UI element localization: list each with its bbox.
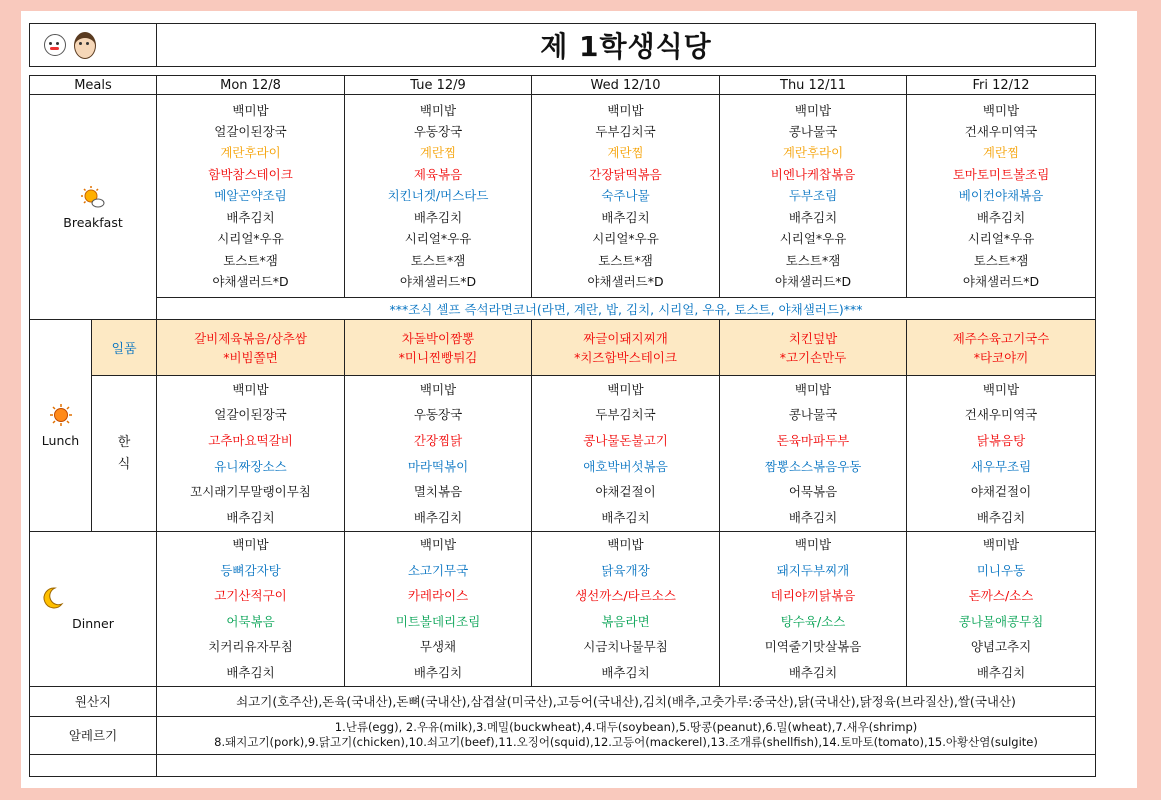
dinner-item: 콩나물애콩무침 [958,613,1044,629]
breakfast-item: 시리얼*우유 [779,231,847,247]
page-title: 제 1학생식당 [157,24,1096,67]
dinner-item: 등뼈감자탕 [220,562,281,578]
allergy-label: 알레르기 [30,716,157,754]
dinner-item: 양념고추지 [970,639,1032,655]
breakfast-item: 토마토미트볼조림 [952,166,1050,182]
ilpum-tue [345,320,532,376]
dinner-item: 치커리유자무침 [208,639,293,655]
hansik-item: 배추김치 [413,509,463,525]
hansik-item: 멸치볶음 [413,484,463,500]
footer-blank-label [30,754,157,776]
allergy-line-2: 8.돼지고기(pork),9.닭고기(chicken),10.쇠고기(beef),11.오징어(squid),12.고등어(mackerel),13.조개류(shellfish),14.토마토(tomato),15.아황산염(sulgite) [214,735,1038,750]
breakfast-item: 두부김치국 [595,124,656,140]
dinner-item: 백미밥 [607,537,644,552]
dinner-wed [532,532,720,687]
breakfast-item: 백미밥 [419,102,457,118]
dinner-item: 미니우동 [976,562,1026,578]
breakfast-note: ***조식 셀프 즉석라면코너(라면, 계란, 밥, 김치, 시리얼, 우유, 토스트, 야채샐러드)*** [157,298,1096,320]
hansik-thu [720,376,907,532]
breakfast-item: 콩나물국 [788,124,838,140]
breakfast-item: 계란후라이 [220,145,281,161]
breakfast-item: 토스트*잼 [598,252,653,268]
dinner-item: 생선까스/타르소스 [575,588,676,604]
breakfast-item: 계란찜 [982,145,1020,161]
dinner-item: 미역줄기맛살볶음 [764,639,862,655]
moon-icon [42,586,64,610]
breakfast-item: 토스트*잼 [785,252,841,268]
dinner-item: 백미밥 [419,537,457,552]
breakfast-item: 백미밥 [794,102,832,118]
header-icons [30,24,157,67]
hansik-item: 애호박버섯볶음 [583,458,668,474]
breakfast-item: 야채샐러드*D [399,273,477,289]
breakfast-item: 배추김치 [788,209,838,225]
dinner-item: 백미밥 [232,537,269,552]
breakfast-item: 배추김치 [976,209,1026,225]
dinner-item: 돈까스/소스 [968,588,1034,604]
sun-icon [49,403,73,427]
hansik-item: 배추김치 [976,509,1026,525]
hansik-item: 고추마요떡갈비 [208,432,293,448]
origin-text: 쇠고기(호주산),돈육(국내산),돈뼈(국내산),삼겹살(미국산),고등어(국내산),김치(배추,고춧가루:중국산),닭(국내산),닭정육(브라질산),쌀(국내산) [157,686,1096,716]
hansik-item: 배추김치 [226,509,275,525]
breakfast-item: 배추김치 [413,209,463,225]
dinner-item: 돼지두부찌개 [776,562,850,578]
origin-label: 원산지 [30,686,157,716]
ilpum-label: 일품 [92,320,157,376]
breakfast-item: 건새우미역국 [964,124,1038,140]
breakfast-tue [345,95,532,298]
hansik-item: 꼬시래기무말랭이무침 [190,484,311,500]
breakfast-item: 베이컨야채볶음 [958,188,1044,204]
breakfast-item: 야채샐러드*D [587,273,664,289]
dinner-item: 배추김치 [413,664,463,680]
hansik-item: 건새우미역국 [964,407,1038,423]
ilpum-mon [157,320,345,376]
dinner-item: 어묵볶음 [226,613,275,629]
allergy-text [157,716,1096,754]
breakfast-item: 간장닭떡볶음 [589,166,662,182]
breakfast-mon [157,95,345,298]
hansik-item: 우동장국 [413,407,463,423]
breakfast-item: 비엔나케찹볶음 [770,166,856,182]
dinner-item: 소고기무국 [407,562,469,578]
dinner-label-cell [30,532,157,687]
dinner-item: 카레라이스 [407,588,469,604]
dinner-tue [345,532,532,687]
breakfast-item: 야채샐러드*D [774,273,852,289]
hansik-item: 유니짜장소스 [214,458,287,474]
ilpum-fri [907,320,1096,376]
breakfast-item: 백미밥 [607,102,644,118]
breakfast-item: 함박참스테이크 [208,166,293,182]
hansik-item: 백미밥 [419,381,457,397]
ilpum-item: *고기손만두 [779,349,847,365]
breakfast-item: 백미밥 [232,102,269,118]
breakfast-item: 시리얼*우유 [404,231,472,247]
ilpum-item: 짜글이돼지찌개 [583,330,668,346]
breakfast-item: 배추김치 [601,209,650,225]
dinner-item: 데리야끼닭볶음 [770,588,856,604]
hansik-item: 어묵볶음 [788,484,838,500]
breakfast-wed [532,95,720,298]
breakfast-thu [720,95,907,298]
hansik-item: 콩나물국 [788,407,838,423]
day-header-thu: Thu 12/11 [720,76,907,95]
breakfast-item: 야채샐러드*D [962,273,1040,289]
day-header-fri: Fri 12/12 [907,76,1096,95]
breakfast-item: 우동장국 [413,124,463,140]
robot-face-icon [44,34,66,56]
breakfast-item: 계란찜 [419,145,457,161]
breakfast-label: Breakfast [63,214,123,230]
hansik-item: 새우무조림 [970,458,1032,474]
hansik-item: 돈육마파두부 [776,432,850,448]
dinner-item: 닭육개장 [601,562,650,578]
dinner-item: 볶음라면 [601,613,650,629]
dinner-thu [720,532,907,687]
girl-face-icon [74,32,96,59]
breakfast-item: 계란후라이 [782,145,844,161]
hansik-item: 콩나물돈불고기 [583,432,668,448]
ilpum-item: *미니찐빵튀김 [398,349,478,365]
dinner-item: 배추김치 [226,664,275,680]
hansik-mon [157,376,345,532]
dinner-label: Dinner [72,616,114,632]
dinner-fri [907,532,1096,687]
hansik-item: 간장찜닭 [413,432,463,448]
hansik-item: 백미밥 [232,381,269,397]
ilpum-item: 치킨덮밥 [788,330,838,346]
ilpum-item: *치즈함박스테이크 [574,349,677,365]
day-header-wed: Wed 12/10 [532,76,720,95]
breakfast-fri [907,95,1096,298]
hansik-item: 야채겉절이 [595,484,656,500]
hansik-fri [907,376,1096,532]
breakfast-item: 토스트*잼 [973,252,1029,268]
breakfast-item: 토스트*잼 [410,252,466,268]
header-table [29,23,1096,67]
breakfast-label-cell [30,95,157,320]
hansik-item: 야채겉절이 [970,484,1032,500]
allergy-line-1: 1.난류(egg), 2.우유(milk),3.메밀(buckwheat),4.대두(soybean),5.땅콩(peanut),6.밀(wheat),7.새우(shrimp) [334,720,918,735]
dinner-item: 고기산적구이 [214,588,287,604]
hansik-item: 얼갈이된장국 [214,407,287,423]
ilpum-item: *타코야끼 [973,349,1029,365]
breakfast-item: 야채샐러드*D [212,273,289,289]
breakfast-item: 배추김치 [226,209,275,225]
sun-cloud-icon [80,185,106,209]
breakfast-item: 백미밥 [982,102,1020,118]
hansik-tue [345,376,532,532]
breakfast-item: 토스트*잼 [223,252,278,268]
breakfast-item: 치킨너겟/머스타드 [387,188,489,204]
dinner-mon [157,532,345,687]
hansik-item: 배추김치 [788,509,838,525]
ilpum-thu [720,320,907,376]
ilpum-item: 제주수육고기국수 [952,330,1050,346]
dinner-item: 백미밥 [982,537,1020,552]
dinner-item: 백미밥 [794,537,832,552]
dinner-item: 시금치나물무침 [583,639,668,655]
breakfast-item: 시리얼*우유 [592,231,659,247]
dinner-item: 배추김치 [788,664,838,680]
menu-table [29,75,1096,777]
hansik-item: 백미밥 [982,381,1020,397]
lunch-label-cell [30,320,92,532]
breakfast-item: 메알곤약조림 [214,188,287,204]
meals-header: Meals [30,76,157,95]
lunch-label: Lunch [41,433,80,448]
breakfast-item: 두부조림 [788,188,838,204]
dinner-item: 무생채 [419,639,457,655]
breakfast-item: 얼갈이된장국 [214,124,287,140]
ilpum-item: 차돌박이짬뽕 [401,330,475,346]
breakfast-item: 계란찜 [607,145,644,161]
hansik-item: 백미밥 [794,381,832,397]
breakfast-item: 시리얼*우유 [967,231,1035,247]
hansik-wed [532,376,720,532]
footer-blank [157,754,1096,776]
dinner-item: 배추김치 [976,664,1026,680]
hansik-item: 백미밥 [607,381,644,397]
ilpum-wed [532,320,720,376]
dinner-item: 배추김치 [601,664,650,680]
day-header-tue: Tue 12/9 [345,76,532,95]
ilpum-item: 갈비제육볶음/상추쌈 [194,330,307,346]
day-header-mon: Mon 12/8 [157,76,345,95]
breakfast-item: 시리얼*우유 [217,231,284,247]
dinner-item: 탕수육/소스 [780,613,846,629]
breakfast-item: 제육볶음 [413,166,463,182]
hansik-item: 짬뽕소스볶음우동 [764,458,862,474]
hansik-item: 두부김치국 [595,407,656,423]
hansik-label: 한 식 [92,376,157,532]
hansik-item: 닭볶음탕 [976,432,1026,448]
hansik-item: 마라떡볶이 [407,458,469,474]
hansik-item: 배추김치 [601,509,650,525]
breakfast-item: 숙주나물 [601,188,650,204]
ilpum-item: *비빔쫄면 [223,349,278,365]
dinner-item: 미트볼데리조림 [395,613,481,629]
